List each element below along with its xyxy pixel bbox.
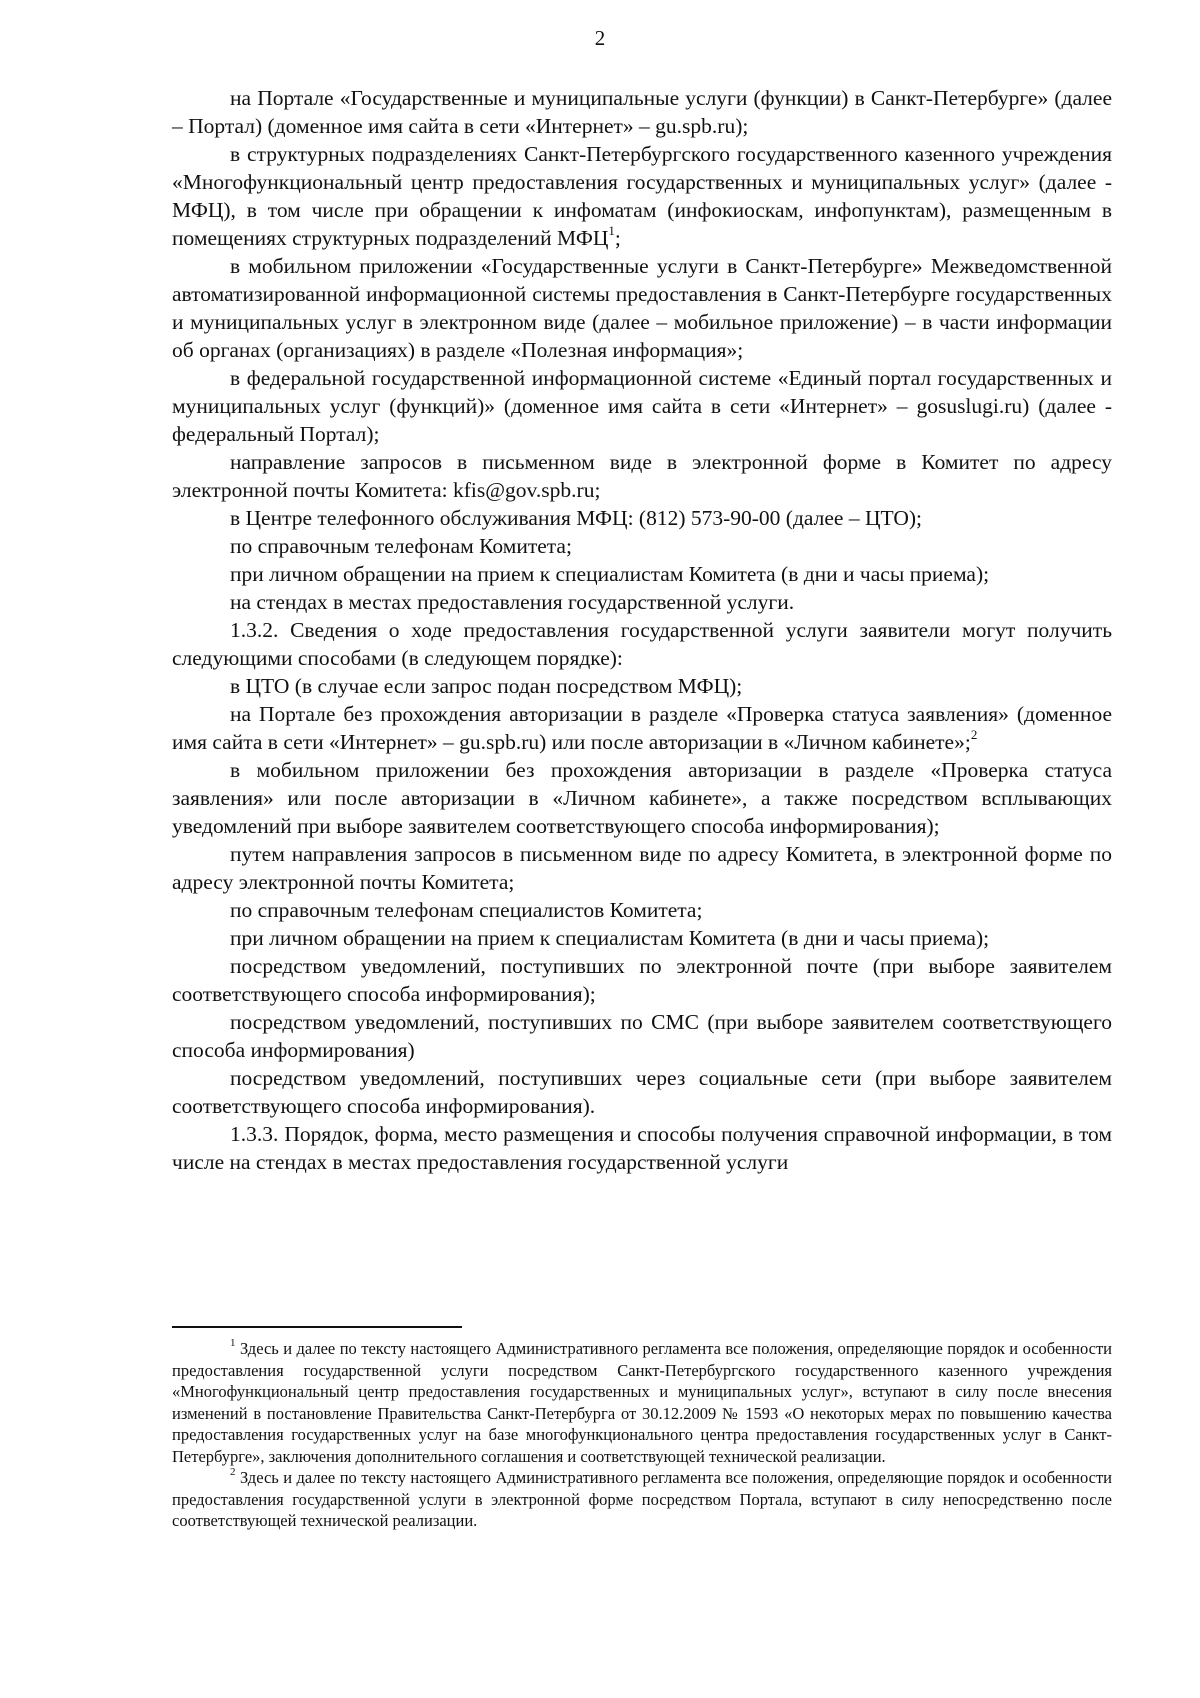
paragraph-stands: на стендах в местах предоставления государственной услуги.: [230, 590, 795, 614]
paragraph-personal-visit-2: при личном обращении на прием к специалистам Комитета (в дни и часы приема);: [230, 926, 990, 950]
page-number: 2: [594, 26, 606, 50]
paragraph-1-3-2: 1.3.2. Сведения о ходе предоставления государственной услуги заявители могут получить следующими способами (в следующем порядке):: [172, 618, 1112, 670]
footnote-1: $^1$ Здесь и далее по тексту настоящего Административного регламента все положения, определяющие порядок и особенности предоставления государственной услуги посредством Санкт-Петербургского государственного казенного учреждения «Многофункциональный центр предоставления государственных и муниципальных услуг», вступают в силу после внесения изменений в постановление Правительства Санкт-Петербурга от 30.12.2009 № 1593 «О некоторых мерах по повышению качества предоставления государственных услуг на базе многофункционального центра предоставления государственных услуг в Санкт-Петербурге», заключения дополнительного соглашения и соответствующей технической реализации.: [172, 1336, 1112, 1466]
paragraph-federal-portal: в федеральной государственной информационной системе «Единый портал государственных и муниципальных услуг (функций)» (доменное имя сайта в сети «Интернет» – gosuslugi.ru) (далее - федеральный Портал);: [172, 366, 1112, 446]
paragraph-social-notifications: посредством уведомлений, поступивших через социальные сети (при выборе заявителем соответствующего способа информирования).: [172, 1066, 1112, 1118]
paragraph-cto: в ЦТО (в случае если запрос подан посредством МФЦ);: [230, 674, 743, 698]
paragraph-email-requests: направление запросов в письменном виде в электронной форме в Комитет по адресу электронной почты Комитета: kfis@gov.spb.ru;: [172, 450, 1112, 502]
paragraph-phones: по справочным телефонам Комитета;: [230, 534, 572, 558]
paragraph-mobile-status: в мобильном приложении без прохождения авторизации в разделе «Проверка статуса заявления» или после авторизации в «Личном кабинете», а также посредством всплывающих уведомлений при выборе заявителем соответствующего способа информирования);: [172, 758, 1112, 838]
paragraph-specialist-phones: по справочным телефонам специалистов Комитета;: [230, 898, 703, 922]
paragraph-portal-status: на Портале без прохождения авторизации в разделе «Проверка статуса заявления» (доменное имя сайта в сети «Интернет» – gu.spb.ru) или после авторизации в «Личном кабинете»;$^2$: [172, 702, 1112, 754]
paragraph-written-requests: путем направления запросов в письменном виде по адресу Комитета, в электронной форме по адресу электронной почты Комитета;: [172, 842, 1112, 894]
paragraph-call-center: в Центре телефонного обслуживания МФЦ: (812) 573-90-00 (далее – ЦТО);: [230, 506, 922, 530]
paragraph-portal: на Портале «Государственные и муниципальные услуги (функции) в Санкт-Петербурге» (далее – Портал) (доменное имя сайта в сети «Интернет» – gu.spb.ru);: [172, 86, 1112, 138]
paragraph-mfc: в структурных подразделениях Санкт-Петербургского государственного казенного учреждения «Многофункциональный центр предоставления государственных и муниципальных услуг» (далее - МФЦ), в том числе при обращении к инфоматам (инфокиоскам, инфопунктам), размещенным в помещениях структурных подразделений МФЦ$^1$;: [172, 142, 1112, 250]
paragraph-personal-visit: при личном обращении на прием к специалистам Комитета (в дни и часы приема);: [230, 562, 990, 586]
paragraph-sms-notifications: посредством уведомлений, поступивших по СМС (при выборе заявителем соответствующего способа информирования): [172, 1010, 1112, 1062]
paragraph-mobile-app: в мобильном приложении «Государственные услуги в Санкт-Петербурге» Межведомственной автоматизированной информационной системы предоставления в Санкт-Петербурге государственных и муниципальных услуг в электронном виде (далее – мобильное приложение) – в части информации об органах (организациях) в разделе «Полезная информация»;: [172, 254, 1112, 362]
footnote-ref-1: 1: [608, 222, 615, 238]
paragraph-1-3-3: 1.3.3. Порядок, форма, место размещения и способы получения справочной информации, в том числе на стендах в местах предоставления государственной услуги: [172, 1122, 1112, 1174]
paragraph-email-notifications: посредством уведомлений, поступивших по электронной почте (при выборе заявителем соответствующего способа информирования);: [172, 954, 1112, 1006]
footnote-ref-2: 2: [970, 726, 978, 742]
footnote-separator: [172, 1326, 462, 1328]
footnotes: [172, 1338, 1112, 1532]
main-text: [172, 84, 1112, 1176]
footnote-2: $^2$ Здесь и далее по тексту настоящего Административного регламента все положения, определяющие порядок и особенности предоставления государственной услуги в электронной форме посредством Портала, вступают в силу непосредственно после соответствующей технической реализации.: [172, 1465, 1112, 1530]
